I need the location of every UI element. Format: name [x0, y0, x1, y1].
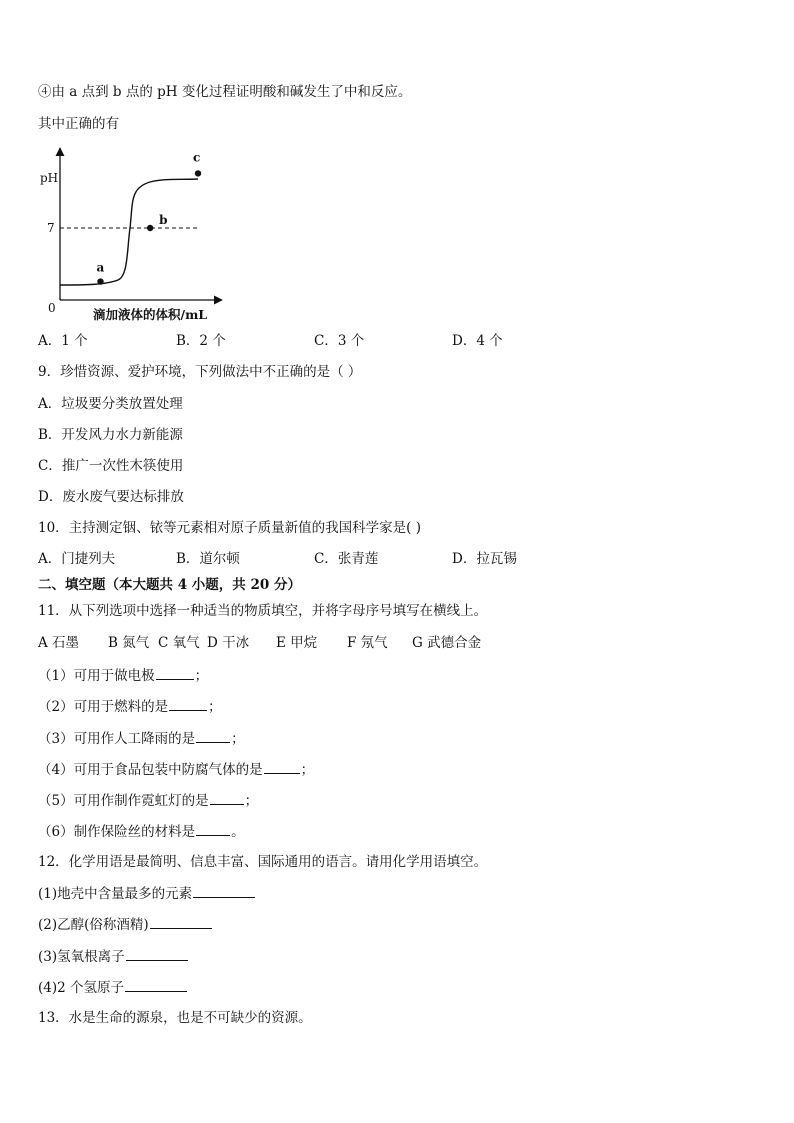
- q11-item-6-end: 。: [231, 824, 245, 840]
- q11-item-5-end: ；: [244, 793, 259, 809]
- point-label-c: c: [193, 150, 201, 165]
- q11-item-6: [38, 822, 245, 841]
- x-axis-label: 滴加液体的体积/mL: [93, 307, 208, 322]
- q12-item-1: [38, 884, 256, 903]
- q8-option-d[interactable]: D．4 个: [452, 333, 503, 349]
- q10-option-c[interactable]: C．张青莲: [314, 551, 379, 567]
- q11-choice-c: C 氧气: [158, 635, 200, 651]
- q12-stem: 12．化学用语是最简明、信息丰富、国际通用的语言。请用化学用语填空。: [38, 854, 488, 870]
- q11-blank-2[interactable]: [169, 697, 207, 711]
- q12-item-2-text: (2)乙醇(俗称酒精): [38, 917, 149, 933]
- q11-choice-e: E 甲烷: [276, 635, 318, 651]
- q12-item-2: [38, 915, 213, 934]
- q9-option-c[interactable]: C．推广一次性木筷使用: [38, 458, 184, 474]
- q11-item-3-end: ；: [231, 731, 245, 747]
- q11-item-4-text: （4）可用于食品包装中防腐气体的是: [38, 762, 263, 778]
- q12-item-4: [38, 978, 188, 997]
- q12-item-1-text: (1)地壳中含量最多的元素: [38, 886, 193, 902]
- origin-label: 0: [48, 301, 56, 315]
- q10-stem: 10．主持测定铟、铱等元素相对原子质量新值的我国科学家是( ): [38, 520, 422, 536]
- y-tick-7: 7: [47, 221, 55, 235]
- q11-item-5-text: （5）可用作制作霓虹灯的是: [38, 793, 209, 809]
- q12-item-4-text: (4)2 个氢原子: [38, 980, 125, 996]
- q10-option-a[interactable]: A．门捷列夫: [38, 551, 116, 567]
- q10-option-d[interactable]: D．拉瓦锡: [452, 551, 517, 567]
- q8-statement-4: ④由 a 点到 b 点的 pH 变化过程证明酸和碱发生了中和反应。: [38, 84, 412, 100]
- q11-blank-3[interactable]: [196, 729, 230, 743]
- q12-item-3-text: (3)氢氧根离子: [38, 949, 125, 965]
- q11-stem: 11．从下列选项中选择一种适当的物质填空，并将字母序号填写在横线上。: [38, 603, 488, 619]
- q8-option-b[interactable]: B．2 个: [176, 333, 226, 349]
- q11-item-3: [38, 729, 245, 748]
- q11-item-3-text: （3）可用作人工降雨的是: [38, 731, 196, 747]
- q12-item-3: [38, 947, 189, 966]
- q9-stem: 9．珍惜资源、爱护环境，下列做法中不正确的是（ ）: [38, 364, 362, 380]
- q11-blank-5[interactable]: [210, 791, 244, 805]
- q12-blank-3[interactable]: [126, 947, 188, 961]
- q11-item-1-text: （1）可用于做电极: [38, 668, 155, 684]
- ph-titration-chart: [30, 140, 230, 325]
- y-axis-label: pH: [40, 171, 59, 185]
- q11-item-2-end: ；: [208, 699, 222, 715]
- q8-option-c[interactable]: C．3 个: [314, 333, 365, 349]
- q11-item-2-text: （2）可用于燃料的是: [38, 699, 169, 715]
- point-label-a: a: [96, 260, 105, 275]
- q9-option-b[interactable]: B．开发风力水力新能源: [38, 427, 183, 443]
- point-a: [97, 278, 103, 284]
- q12-blank-4[interactable]: [125, 978, 187, 992]
- q12-blank-2[interactable]: [150, 915, 212, 929]
- q11-choice-d: D 干冰: [207, 635, 250, 651]
- q11-item-1: [38, 666, 208, 685]
- q11-item-1-end: ；: [194, 668, 209, 684]
- q11-choice-a: A 石墨: [38, 635, 80, 651]
- q12-blank-1[interactable]: [193, 884, 255, 898]
- q11-item-2: [38, 697, 222, 716]
- q11-item-4: [38, 760, 314, 779]
- q11-blank-1[interactable]: [156, 666, 194, 680]
- q11-item-4-end: ；: [300, 762, 315, 778]
- q11-choice-g: G 武德合金: [412, 635, 482, 651]
- ph-curve: [60, 179, 198, 285]
- q9-option-a[interactable]: A．垃圾要分类放置处理: [38, 396, 183, 412]
- point-b: [147, 225, 153, 231]
- q11-item-6-text: （6）制作保险丝的材料是: [38, 824, 196, 840]
- section-2-heading: 二、填空题（本大题共 4 小题，共 20 分）: [38, 577, 301, 593]
- point-c: [195, 170, 201, 176]
- q8-option-a[interactable]: A．1 个: [38, 333, 88, 349]
- q13-stem: 13．水是生命的源泉，也是不可缺少的资源。: [38, 1010, 312, 1026]
- q11-blank-4[interactable]: [264, 760, 300, 774]
- q8-prompt: 其中正确的有: [38, 116, 119, 132]
- q11-blank-6[interactable]: [196, 822, 230, 836]
- q11-choice-f: F 氖气: [347, 635, 388, 651]
- q11-choice-b: B 氮气: [108, 635, 150, 651]
- q11-item-5: [38, 791, 258, 810]
- q10-option-b[interactable]: B．道尔顿: [176, 551, 240, 567]
- point-label-b: b: [159, 213, 168, 227]
- q9-option-d[interactable]: D．废水废气要达标排放: [38, 489, 184, 505]
